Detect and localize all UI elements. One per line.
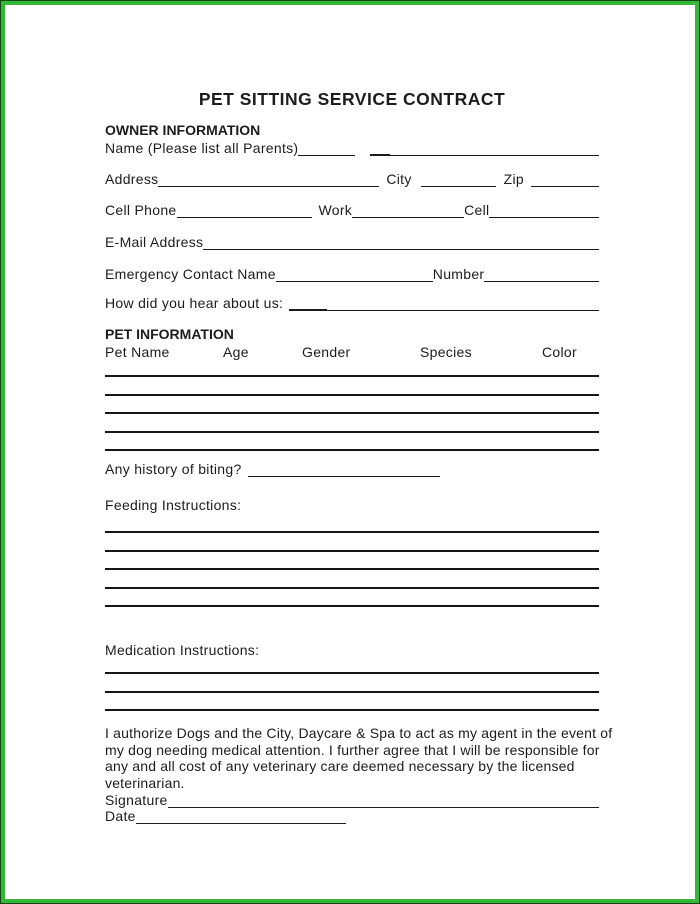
line-gap <box>412 173 421 187</box>
name-row <box>105 140 599 156</box>
signature-blank-line <box>168 793 599 808</box>
feeding-blank-lines <box>105 531 599 607</box>
date-label: Date <box>105 808 136 825</box>
email-label: E-Mail Address <box>105 234 204 250</box>
pet-table-header-row <box>105 344 599 360</box>
zip-label: Zip <box>503 171 524 187</box>
ruled-line <box>105 691 599 693</box>
pet-section-heading: PET INFORMATION <box>105 326 234 342</box>
city-label: City <box>386 171 412 187</box>
column-pet-name: Pet Name <box>105 344 170 360</box>
ruled-line <box>105 605 599 607</box>
biting-label: Any history of biting? <box>105 461 242 477</box>
ruled-line <box>105 587 599 589</box>
page-border-frame <box>1 1 699 903</box>
authorization-text: any and all cost of any veterinary care deemed necessary by the licensed <box>105 758 575 775</box>
ruled-line <box>105 412 599 414</box>
ruled-line <box>105 375 599 377</box>
emergency-contact-row <box>105 266 599 282</box>
ruled-line <box>105 709 599 711</box>
city-blank-line <box>421 172 496 187</box>
medication-label: Medication Instructions: <box>105 642 260 658</box>
ruled-line <box>105 449 599 451</box>
emergency-name-blank-line <box>276 267 433 282</box>
name-label: Name (Please list all Parents) <box>105 140 299 156</box>
owner-section-heading: OWNER INFORMATION <box>105 122 261 138</box>
ruled-line <box>105 550 599 552</box>
ruled-line <box>105 431 599 433</box>
zip-blank-line <box>531 172 599 187</box>
ruled-line <box>105 531 599 533</box>
email-blank-line <box>203 235 599 250</box>
signature-row <box>105 792 599 808</box>
ruled-line <box>105 568 599 570</box>
line-gap <box>496 173 504 187</box>
referral-row <box>105 295 599 311</box>
address-label: Address <box>105 171 159 187</box>
date-blank-line <box>136 809 346 824</box>
emergency-number-blank-line <box>484 267 599 282</box>
ruled-line <box>105 672 599 674</box>
biting-row <box>105 461 599 477</box>
ruled-line <box>105 394 599 396</box>
work-blank-line <box>352 203 464 218</box>
referral-blank-line <box>327 296 599 311</box>
referral-blank-line <box>289 295 327 311</box>
emergency-number-label: Number <box>432 266 485 282</box>
name-blank-line <box>390 141 599 156</box>
address-blank-line <box>158 172 379 187</box>
name-blank-line <box>298 141 355 156</box>
medication-blank-lines <box>105 672 599 711</box>
pet-table-blank-rows <box>105 375 599 451</box>
biting-blank-line <box>248 462 440 477</box>
signature-label: Signature <box>105 792 168 809</box>
column-color: Color <box>542 344 577 360</box>
line-gap <box>312 204 319 218</box>
cell-label: Cell <box>464 202 490 218</box>
address-row <box>105 171 599 187</box>
line-gap <box>524 173 531 187</box>
phone-row <box>105 202 599 218</box>
line-gap <box>355 142 370 156</box>
name-blank-line <box>370 140 390 156</box>
authorization-text: I authorize Dogs and the City, Daycare & Spa to act as my agent in the event of <box>105 725 613 741</box>
authorization-paragraph <box>105 725 613 791</box>
cell-blank-line <box>489 203 599 218</box>
work-label: Work <box>318 202 353 218</box>
cell-phone-blank-line <box>177 203 312 218</box>
column-gender: Gender <box>302 344 351 360</box>
page-title: PET SITTING SERVICE CONTRACT <box>198 89 506 109</box>
email-row <box>105 234 599 250</box>
cell-phone-label: Cell Phone <box>105 202 177 218</box>
emergency-name-label: Emergency Contact Name <box>105 266 276 282</box>
authorization-text: veterinarian. <box>105 774 185 791</box>
date-row <box>105 808 599 824</box>
line-gap <box>379 173 386 187</box>
authorization-text: my dog needing medical attention. I further agree that I will be responsible for <box>105 741 600 758</box>
column-species: Species <box>420 344 472 360</box>
referral-label: How did you hear about us: <box>105 295 284 311</box>
column-age: Age <box>223 344 249 360</box>
feeding-label: Feeding Instructions: <box>105 497 242 513</box>
